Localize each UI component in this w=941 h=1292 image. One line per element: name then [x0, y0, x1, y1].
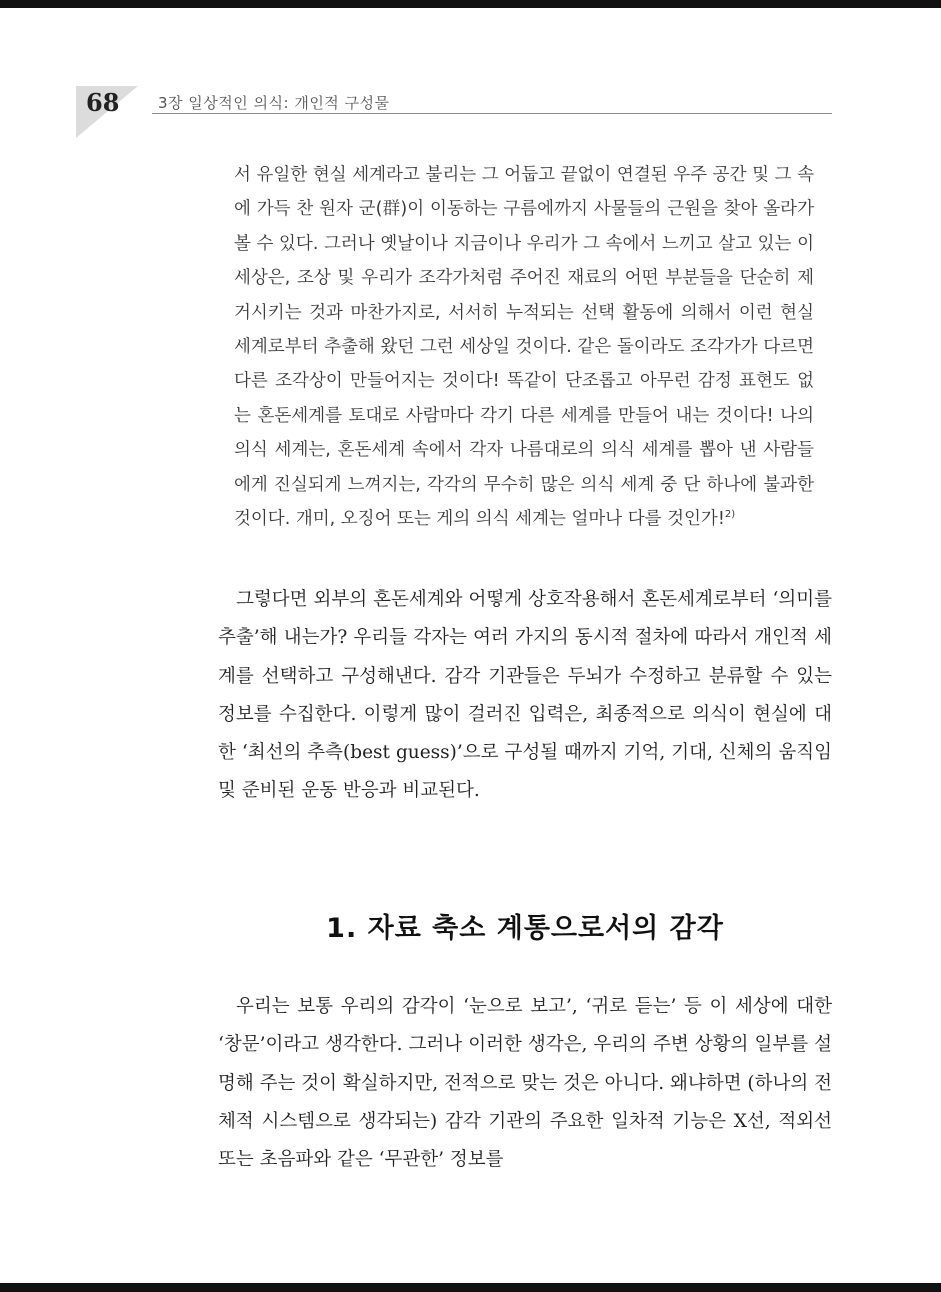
section-heading: 1. 자료 축소 계통으로서의 감각: [326, 913, 724, 944]
top-border-bar: [0, 0, 941, 8]
quote-text: 서 유일한 현실 세계라고 불리는 그 어둡고 끝없이 연결된 우주 공간 및 그 속에 가득 찬 원자 군(群)이 이동하는 구름에까지 사물들의 근원을 찾아 올라가 볼 수 있다. 그러나 옛날이나 지금이나 우리가 그 속에서 느끼고 살고 있는 이 세상은, 조상 및 우리가 조각가처럼 주어진 재료의 어떤 부분들을 단순히 제거시키는 것과 마찬가지로, 서서히 누적되는 선택 활동에 의해서 이런 현실 세계로부터 추출해 왔던 그런 세상일 것이다. 같은 돌이라도 조각가가 다르면 다른 조각상이 만들어지는 것이다! 똑같이 단조롭고 아무런 감정 표현도 없는 혼돈세계를 토대로 사람마다 각기 다른 세계를 만들어 내는 것이다! 나의 의식 세계는, 혼돈세계 속에서 각자 나름대로의 의식 세계를 뽑아 낸 사람들에게 진실되게 느껴지는, 각각의 무수히 많은 의식 세계 중 단 하나에 불과한 것이다. 개미, 오징어 또는 게의 의식 세계는 얼마나 다를 것인가!: [234, 165, 814, 530]
header-divider: [152, 113, 832, 114]
page-number: 68: [86, 88, 120, 117]
body-paragraph-2: 우리는 보통 우리의 감각이 ‘눈으로 보고’, ‘귀로 듣는’ 등 이 세상에 대한 ‘창문’이라고 생각한다. 그러나 이러한 생각은, 우리의 주변 상황의 일부를 설명해 주는 것이 확실하지만, 전적으로 맞는 것은 아니다. 왜냐하면 (하나의 전체적 시스템으로 생각되는) 감각 기관의 주요한 일차적 기능은 X선, 적외선 또는 초음파와 같은 ‘무관한’ 정보를: [218, 996, 832, 1171]
running-head: 3장 일상적인 의식: 개인적 구성물: [158, 94, 390, 112]
body-paragraph-1: 그렇다면 외부의 혼돈세계와 어떻게 상호작용해서 혼돈세계로부터 ‘의미를 추출’해 내는가? 우리들 각자는 여러 가지의 동시적 절차에 따라서 개인적 세계를 선택하고 구성해낸다. 감각 기관들은 두뇌가 수정하고 분류할 수 있는 정보를 수집한다. 이렇게 많이 걸러진 입력은, 최종적으로 의식이 현실에 대한 ‘최선의 추측(best guess)’으로 구성될 때까지 기억, 기대, 신체의 움직임 및 준비된 운동 반응과 비교된다.: [218, 589, 832, 802]
quote-block: [234, 158, 814, 536]
footnote-marker: 2): [724, 509, 736, 521]
bottom-border-bar: [0, 1283, 941, 1292]
